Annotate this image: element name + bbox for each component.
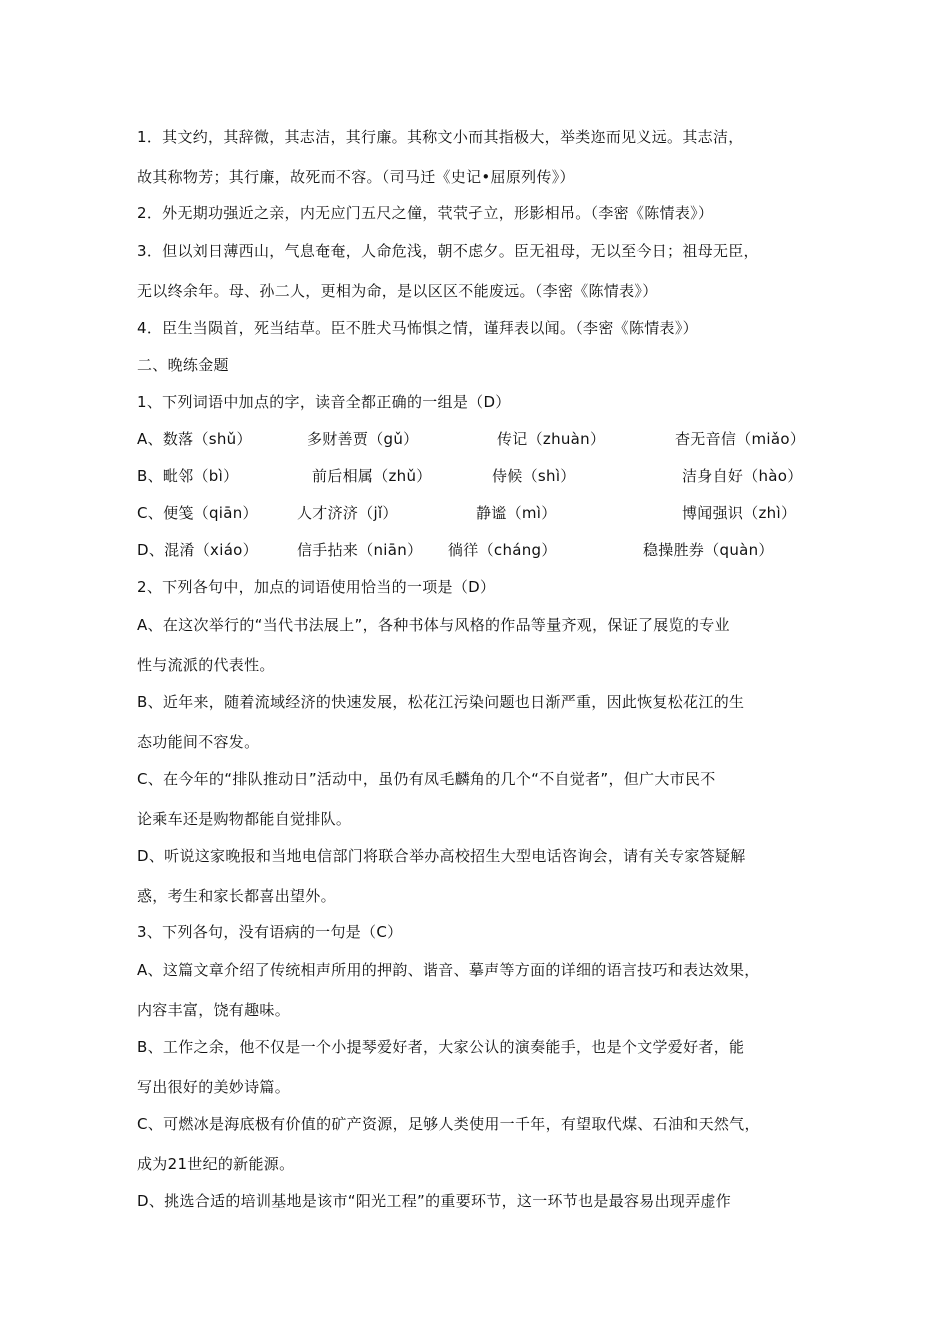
q1-option-b-1: B、毗邻（bì） bbox=[137, 467, 239, 485]
quote-4-line-1: 4．臣生当陨首，死当结草。臣不胜犬马怖惧之情，谨拜表以闻。（李密《陈情表》） bbox=[137, 319, 698, 337]
q1-option-a-3: 传记（zhuàn） bbox=[497, 430, 606, 448]
quote-2-line-1: 2．外无期功强近之亲，内无应门五尺之僮，茕茕孑立，形影相吊。（李密《陈情表》） bbox=[137, 204, 714, 222]
question-1-stem: 1、下列词语中加点的字，读音全都正确的一组是（D） bbox=[137, 393, 511, 411]
q1-option-a-4: 杳无音信（miǎo） bbox=[675, 430, 806, 448]
q2-option-c-line-2: 论乘车还是购物都能自觉排队。 bbox=[137, 810, 352, 828]
q2-option-b-line-2: 态功能间不容发。 bbox=[137, 733, 260, 751]
quote-3-line-2: 无以终余年。母、孙二人，更相为命，是以区区不能废远。（李密《陈情表》） bbox=[137, 282, 658, 300]
question-3-stem: 3、下列各句，没有语病的一句是（C） bbox=[137, 923, 403, 941]
q2-option-d-line-2: 惑，考生和家长都喜出望外。 bbox=[137, 887, 336, 905]
q2-option-d-line-1: D、听说这家晚报和当地电信部门将联合举办高校招生大型电话咨询会，请有关专家答疑解 bbox=[137, 847, 746, 865]
q2-option-a-line-2: 性与流派的代表性。 bbox=[137, 656, 275, 674]
q1-option-a-1: A、数落（shǔ） bbox=[137, 430, 252, 448]
q1-option-d-2: 信手拈来（niān） bbox=[297, 541, 423, 559]
q1-option-d-1: D、混淆（xiáo） bbox=[137, 541, 258, 559]
q2-option-b-line-1: B、近年来，随着流域经济的快速发展，松花江污染问题也日渐严重，因此恢复松花江的生 bbox=[137, 693, 745, 711]
q1-option-b-3: 侍候（shì） bbox=[492, 467, 576, 485]
question-2-stem: 2、下列各句中，加点的词语使用恰当的一项是（D） bbox=[137, 578, 496, 596]
quote-3-line-1: 3．但以刘日薄西山，气息奄奄，人命危浅，朝不虑夕。臣无祖母，无以至今日；祖母无臣， bbox=[137, 242, 759, 260]
q1-option-c-2: 人才济济（jǐ） bbox=[297, 504, 398, 522]
q1-option-d-4: 稳操胜券（quàn） bbox=[643, 541, 774, 559]
quote-1-line-2: 故其称物芳；其行廉，故死而不容。（司马迁《史记•屈原列传》） bbox=[137, 168, 575, 186]
q3-option-b-line-2: 写出很好的美妙诗篇。 bbox=[137, 1078, 291, 1096]
q3-option-c-line-1: C、可燃冰是海底极有价值的矿产资源，足够人类使用一千年，有望取代煤、石油和天然气， bbox=[137, 1115, 760, 1133]
q1-option-c-1: C、便笺（qiān） bbox=[137, 504, 258, 522]
q3-option-d-line-1: D、挑选合适的培训基地是该市“阳光工程”的重要环节，这一环节也是最容易出现弄虚作 bbox=[137, 1192, 732, 1210]
section-title: 二、晚练金题 bbox=[137, 356, 229, 374]
q2-option-a-line-1: A、在这次举行的“当代书法展上”，各种书体与风格的作品等量齐观，保证了展览的专业 bbox=[137, 616, 730, 634]
quote-1-line-1: 1．其文约，其辞微，其志洁，其行廉。其称文小而其指极大，举类迩而见义远。其志洁， bbox=[137, 128, 744, 146]
q1-option-d-3: 徜徉（cháng） bbox=[448, 541, 557, 559]
q1-option-b-2: 前后相属（zhǔ） bbox=[312, 467, 432, 485]
q3-option-b-line-1: B、工作之余，他不仅是一个小提琴爱好者，大家公认的演奏能手，也是个文学爱好者，能 bbox=[137, 1038, 745, 1056]
q2-option-c-line-1: C、在今年的“排队推动日”活动中，虽仍有凤毛麟角的几个“不自觉者”，但广大市民不 bbox=[137, 770, 716, 788]
q3-option-a-line-2: 内容丰富，饶有趣味。 bbox=[137, 1001, 291, 1019]
q1-option-c-3: 静谧（mì） bbox=[476, 504, 557, 522]
q1-option-b-4: 洁身自好（hào） bbox=[682, 467, 803, 485]
q1-option-c-4: 博闻强识（zhì） bbox=[682, 504, 797, 522]
q1-option-a-2: 多财善贾（gǔ） bbox=[307, 430, 419, 448]
q3-option-c-line-2: 成为21世纪的新能源。 bbox=[137, 1155, 295, 1173]
q3-option-a-line-1: A、这篇文章介绍了传统相声所用的押韵、谐音、摹声等方面的详细的语言技巧和表达效果， bbox=[137, 961, 760, 979]
